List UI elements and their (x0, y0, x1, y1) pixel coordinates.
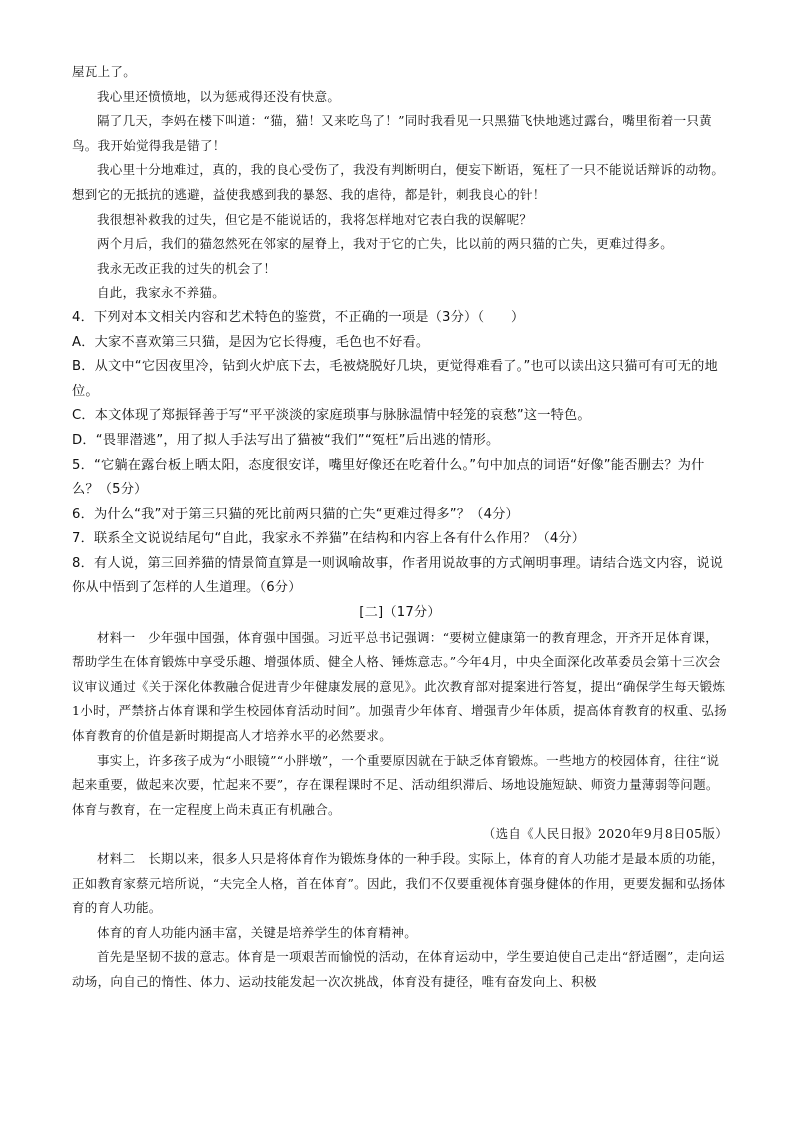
material-passages (72, 626, 728, 995)
story-paragraph: 我很想补救我的过失，但它是不能说话的，我将怎样地对它表白我的误解呢？ (97, 211, 533, 227)
question-4: 4．下列对本文相关内容和艺术特色的鉴赏，不正确的一项是（3分）（ ） (72, 309, 525, 325)
option-a: A．大家不喜欢第三只猫，是因为它长得瘦，毛色也不好看。 (72, 334, 430, 350)
question-8: 8．有人说，第三回养猫的情景简直算是一则讽喻故事，作者用说故事的方式阐明事理。请结合选文内容，说说你从中悟到了怎样的人生道理。（6分） (72, 555, 724, 596)
material-2-paragraph: 体育的育人功能内涵丰富，关键是培养学生的体育精神。 (97, 924, 418, 940)
option-d: D．“畏罪潜逃”，用了拟人手法写出了猫被“我们”“冤枉”后出逃的情形。 (72, 432, 500, 448)
material-1-paragraph: 材料一 少年强中国强，体育强中国强。习近平总书记强调：“要树立健康第一的教育理念，开齐开足体育课，帮助学生在体育锻炼中享受乐趣、增强体质、健全人格、锤炼意志。”今年4月，中央全面深化改革委员会第十三次会议审议通过《关于深化体教融合促进青少年健康发展的意见》。此次教育部对提案进行答复，提出“确保学生每天锻炼1小时，严禁挤占体育课和学生校园体育活动时间”。加强青少年体育、增强青少年体质，提高体育教育的权重、弘扬体育教育的价值是新时期提高人才培养水平的必然要求。 (72, 629, 727, 744)
story-paragraph: 两个月后，我们的猫忽然死在邻家的屋脊上，我对于它的亡失，比以前的两只猫的亡失，更难过得多。 (97, 236, 674, 252)
section-heading: [二]（17分） (359, 605, 441, 621)
question-5: 5．“它躺在露台板上晒太阳，态度很安详，嘴里好像还在吃着什么。”句中加点的词语“好像”能否删去？为什么？（5分） (72, 457, 705, 498)
story-excerpt (72, 60, 728, 306)
story-paragraph: 我永无改正我的过失的机会了！ (97, 260, 277, 276)
material-1-paragraph: 事实上，许多孩子成为“小眼镜”“小胖墩”，一个重要原因就在于缺乏体育锻炼。一些地方的校园体育，往往“说起来重要，做起来次要，忙起来不要”，存在课程课时不足、活动组织滞后、场地设施短缺、师资力量薄弱等问题。体育与教育，在一定程度上尚未真正有机融合。 (72, 752, 720, 817)
story-paragraph: 我心里还愤愤地，以为惩戒得还没有快意。 (97, 88, 341, 104)
material-2-paragraph: 材料二 长期以来，很多人只是将体育作为锻炼身体的一种手段。实际上，体育的育人功能才是最本质的功能，正如教育家蔡元培所说，“夫完全人格，首在体育”。因此，我们不仅要重视体育强身健体的作用，更要发掘和弘扬体育的育人功能。 (72, 851, 726, 916)
question-6: 6．为什么“我”对于第三只猫的死比前两只猫的亡失“更难过得多”？（4分） (72, 506, 519, 522)
option-b: B．从文中“它因夜里冷，钻到火炉底下去，毛被烧脱好几块，更觉得难看了。”也可以读出这只猫可有可无的地位。 (72, 359, 718, 399)
questions-block (72, 306, 728, 601)
option-c: C．本文体现了郑振铎善于写“平平淡淡的家庭琐事与脉脉温情中轻笼的哀愁”这一特色。 (72, 408, 591, 424)
story-paragraph: 隔了几天，李妈在楼下叫道：“猫，猫！又来吃鸟了！”同时我看见一只黑猫飞快地逃过露台，嘴里衔着一只黄鸟。我开始觉得我是错了！ (72, 113, 712, 153)
material-1-source: （选自《人民日报》2020年9月8日05版） (482, 826, 728, 842)
story-paragraph: 屋瓦上了。 (72, 64, 137, 79)
material-2-paragraph: 首先是坚韧不拔的意志。体育是一项艰苦而愉悦的活动，在体育运动中，学生要迫使自己走出“舒适圈”，走向运动场，向自己的惰性、体力、运动技能发起一次次挑战，体育没有捷径，唯有奋发向上、积极 (72, 949, 725, 989)
story-paragraph: 我心里十分地难过，真的，我的良心受伤了，我没有判断明白，便妄下断语，冤枉了一只不能说话辩诉的动物。想到它的无抵抗的逃避，益使我感到我的暴怒、我的虐待，都是针，刺我良心的针！ (72, 162, 725, 202)
story-paragraph: 自此，我家永不养猫。 (97, 285, 226, 301)
question-7: 7．联系全文说说结尾句“自此，我家永不养猫”在结构和内容上各有什么作用？（4分） (72, 531, 586, 547)
